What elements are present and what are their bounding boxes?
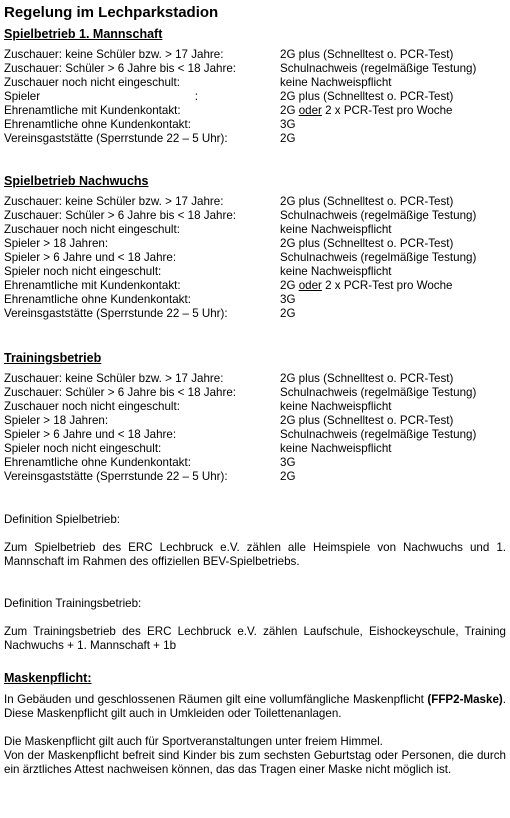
rule-row xyxy=(4,372,506,386)
rule-value: 3G xyxy=(280,456,296,469)
rule-row xyxy=(4,76,506,90)
rule-value: 2G xyxy=(280,132,296,145)
definition-heading: Definition Spielbetrieb: xyxy=(4,513,121,526)
mask-text: . Diese Maskenpflicht gilt auch in Umkleiden oder Toilettenanlagen. xyxy=(4,693,506,720)
rule-value xyxy=(280,104,506,118)
rule-label: Vereinsgaststätte (Sperrstunde 22 – 5 Uhr): xyxy=(4,307,228,320)
rule-value-part: 2 x PCR-Test pro Woche xyxy=(321,279,453,292)
rule-row xyxy=(4,237,506,251)
section-heading: Spielbetrieb 1. Mannschaft xyxy=(4,27,163,41)
rule-label: Zuschauer noch nicht eingeschult: xyxy=(4,76,180,89)
rule-value-or: oder xyxy=(298,104,322,117)
rule-value: Schulnachweis (regelmäßige Testung) xyxy=(280,209,477,222)
rule-label: Zuschauer: keine Schüler bzw. > 17 Jahre: xyxy=(4,48,224,61)
rule-value: 2G plus (Schnelltest o. PCR-Test) xyxy=(280,237,454,250)
rule-value: 2G plus (Schnelltest o. PCR-Test) xyxy=(280,195,454,208)
section-heading: Trainingsbetrieb xyxy=(4,351,102,365)
rule-label: Spieler > 18 Jahren: xyxy=(4,414,109,427)
rule-value: keine Nachweispflicht xyxy=(280,223,392,236)
rule-row xyxy=(4,442,506,456)
rule-row xyxy=(4,386,506,400)
rule-label: Ehrenamtliche ohne Kundenkontakt: xyxy=(4,118,191,131)
rule-row xyxy=(4,90,506,104)
rule-value: Schulnachweis (regelmäßige Testung) xyxy=(280,251,477,264)
rules-list xyxy=(4,372,506,484)
rule-value: keine Nachweispflicht xyxy=(280,442,392,455)
mask-paragraph-1 xyxy=(4,693,506,721)
rule-row xyxy=(4,400,506,414)
rule-value: 2G plus (Schnelltest o. PCR-Test) xyxy=(280,372,454,385)
rule-value: 3G xyxy=(280,293,296,306)
definition-heading: Definition Trainingsbetrieb: xyxy=(4,597,142,610)
rule-value: 2G xyxy=(280,307,296,320)
section-heading: Maskenpflicht: xyxy=(4,671,92,685)
rule-row xyxy=(4,307,506,321)
definition-spielbetrieb xyxy=(4,513,506,569)
rule-label: Spieler : xyxy=(4,90,198,103)
rule-row xyxy=(4,209,506,223)
rule-value: Schulnachweis (regelmäßige Testung) xyxy=(280,386,477,399)
rules-list xyxy=(4,48,506,146)
rule-row xyxy=(4,48,506,62)
rules-list xyxy=(4,195,506,321)
rule-row xyxy=(4,195,506,209)
section-maskenpflicht xyxy=(4,670,506,777)
rule-value xyxy=(280,279,506,293)
section-spielbetrieb-nachwuchs xyxy=(4,173,506,321)
rule-label: Zuschauer: keine Schüler bzw. > 17 Jahre: xyxy=(4,195,224,208)
rule-value: 2G xyxy=(280,470,296,483)
rule-value: 2G plus (Schnelltest o. PCR-Test) xyxy=(280,48,454,61)
rule-row xyxy=(4,470,506,484)
rule-value: Schulnachweis (regelmäßige Testung) xyxy=(280,428,477,441)
rule-label: Zuschauer noch nicht eingeschult: xyxy=(4,223,180,236)
rule-value: keine Nachweispflicht xyxy=(280,400,392,413)
rule-value: keine Nachweispflicht xyxy=(280,265,392,278)
rule-label: Zuschauer: Schüler > 6 Jahre bis < 18 Jahre: xyxy=(4,386,237,399)
rule-label: Zuschauer: Schüler > 6 Jahre bis < 18 Jahre: xyxy=(4,209,237,222)
rule-row xyxy=(4,428,506,442)
rule-label: Ehrenamtliche mit Kundenkontakt: xyxy=(4,104,181,117)
definition-trainingsbetrieb xyxy=(4,597,506,653)
rule-label: Vereinsgaststätte (Sperrstunde 22 – 5 Uhr): xyxy=(4,132,228,145)
rule-label: Zuschauer noch nicht eingeschult: xyxy=(4,400,180,413)
rule-label: Ehrenamtliche ohne Kundenkontakt: xyxy=(4,293,191,306)
rule-label: Spieler > 6 Jahre und < 18 Jahre: xyxy=(4,251,177,264)
rule-value-part: 2G xyxy=(280,279,299,292)
rule-row xyxy=(4,456,506,470)
rule-row xyxy=(4,279,506,293)
definition-text: Zum Trainingsbetrieb des ERC Lechbruck e.V. zählen Laufschule, Eishockeyschule, Training Nachwuchs + 1. Mannschaft + 1b xyxy=(4,625,506,652)
rule-row xyxy=(4,251,506,265)
rule-label: Ehrenamtliche ohne Kundenkontakt: xyxy=(4,456,191,469)
rule-label: Spieler noch nicht eingeschult: xyxy=(4,442,162,455)
section-heading: Spielbetrieb Nachwuchs xyxy=(4,174,149,188)
rule-row xyxy=(4,265,506,279)
section-trainingsbetrieb xyxy=(4,350,506,484)
rule-value: 2G plus (Schnelltest o. PCR-Test) xyxy=(280,414,454,427)
rule-label: Vereinsgaststätte (Sperrstunde 22 – 5 Uhr): xyxy=(4,470,228,483)
rule-value-part: 2G xyxy=(280,104,299,117)
mask-text: In Gebäuden und geschlossenen Räumen gilt eine vollumfängliche Maskenpflicht xyxy=(4,693,428,706)
mask-ffp2-bold: (FFP2-Maske) xyxy=(427,693,503,706)
mask-paragraph-2: Die Maskenpflicht gilt auch für Sportveranstaltungen unter freiem Himmel. xyxy=(4,735,383,748)
rule-row xyxy=(4,223,506,237)
rule-value: keine Nachweispflicht xyxy=(280,76,392,89)
rule-value-or: oder xyxy=(298,279,322,292)
definition-text: Zum Spielbetrieb des ERC Lechbruck e.V. zählen alle Heimspiele von Nachwuchs und 1. Mannschaft im Rahmen des offiziellen BEV-Spielbetriebs. xyxy=(4,541,506,568)
rule-value: 3G xyxy=(280,118,296,131)
rule-value: 2G plus (Schnelltest o. PCR-Test) xyxy=(280,90,454,103)
rule-value-part: 2 x PCR-Test pro Woche xyxy=(321,104,453,117)
rule-row xyxy=(4,118,506,132)
rule-row xyxy=(4,414,506,428)
rule-label: Spieler noch nicht eingeschult: xyxy=(4,265,162,278)
mask-paragraph-3: Von der Maskenpflicht befreit sind Kinder bis zum sechsten Geburtstag oder Personen, die durch ein ärztliches Attest nachweisen können, das das Tragen einer Maske nicht möglich ist. xyxy=(4,749,506,776)
rule-label: Spieler > 18 Jahren: xyxy=(4,237,109,250)
rule-row xyxy=(4,104,506,118)
rule-label: Zuschauer: keine Schüler bzw. > 17 Jahre: xyxy=(4,372,224,385)
rule-label: Ehrenamtliche mit Kundenkontakt: xyxy=(4,279,181,292)
rule-value: Schulnachweis (regelmäßige Testung) xyxy=(280,62,477,75)
rule-label: Zuschauer: Schüler > 6 Jahre bis < 18 Jahre: xyxy=(4,62,237,75)
rule-row xyxy=(4,293,506,307)
rule-label: Spieler > 6 Jahre und < 18 Jahre: xyxy=(4,428,177,441)
rule-row xyxy=(4,62,506,76)
section-spielbetrieb-1-mannschaft xyxy=(4,26,506,146)
rule-row xyxy=(4,132,506,146)
page-title: Regelung im Lechparkstadion xyxy=(4,4,219,21)
